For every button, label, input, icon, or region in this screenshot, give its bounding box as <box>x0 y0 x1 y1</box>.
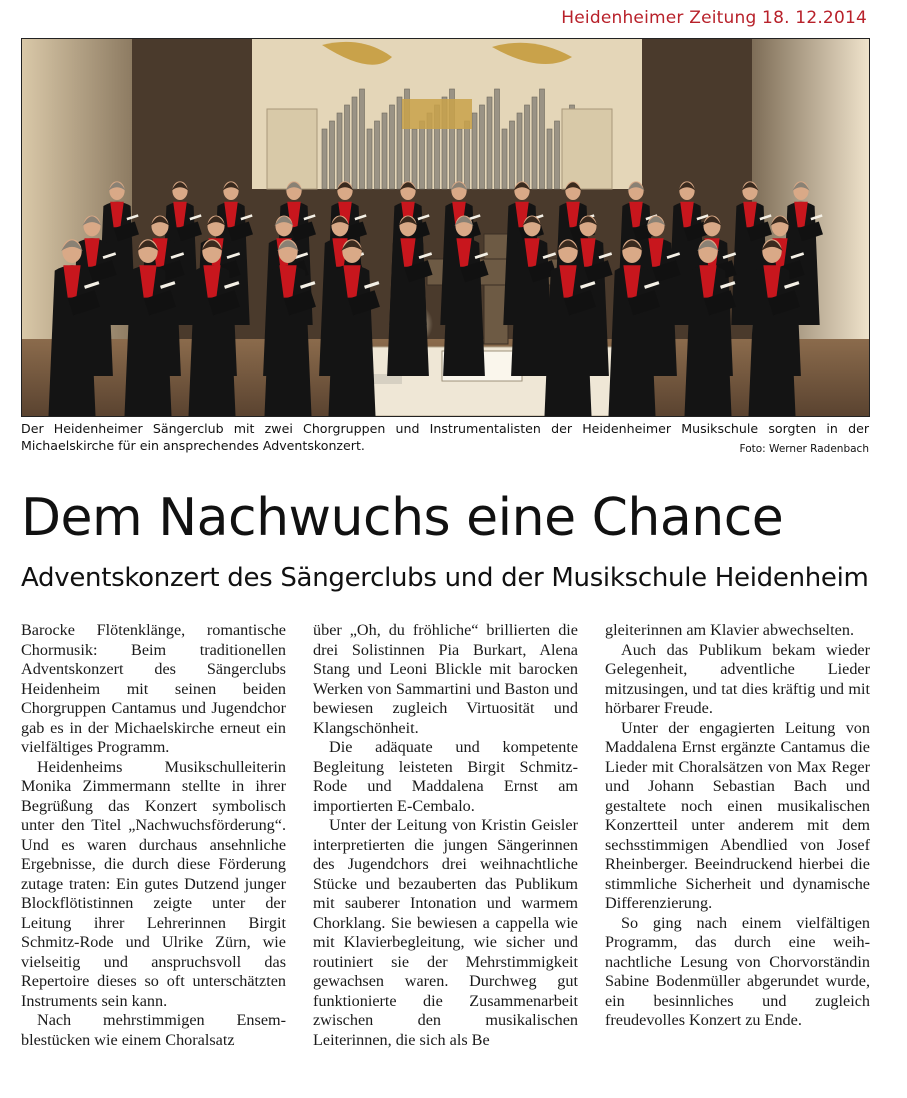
paragraph: Barocke Flötenklänge, romantische Chormusik: Beim traditionellen Adventskonzert des Sängerclubs Heidenheim mit seinen beiden Chorgruppen Cantamus und Jugendchor gab es in der Michaelskirche erneut ein vielfältiges Programm. <box>21 621 286 756</box>
paragraph: Unter der Leitung von Kristin Geisler interpretierten die jungen Sängerinnen des Jugendchors drei weihnachtliche Stücke und bezauberten das Publikum mit sauberer Intonation und warmem Chorklang. Sie bewiesen a cappella wie mit Klavierbegleitung, wie sicher und routiniert sie der Mehrstimmigkeit gewachsen waren. Durchweg gut funktionierte die Zusammenarbeit zwischen den musikalischen Leiterinnen, die sich als Be <box>313 816 578 1049</box>
article-subheadline: Adventskonzert des Sängerclubs und der Musikschule Heidenheim <box>21 563 869 593</box>
paragraph: Heidenheims Musikschulleiterin Monika Zimmermann stellte in ihrer Begrüßung das Konzert symbolisch unter den Titel „Nachwuchsförderung“. Und es waren durchaus ansehnliche Ergebnisse, die durch diese Förderung zutage traten: Ein gutes Dutzend junger Blockflötistinnen zeigte unter der Leitung ihrer Lehrerinnen Birgit Schmitz-Rode und Ulrike Zürn, wie vielseitig und anspruchsvoll das Repertoire dieses so oft unterschätzten Instruments sein kann. <box>21 757 286 1010</box>
photo-caption: Der Heidenheimer Sängerclub mit zwei Chorgruppen und Instrumentalisten der Heidenheimer Musikschule sorgten in der Michaelskirche für ein ansprechendes Adventskonzert. <box>21 421 869 453</box>
article-column-1 <box>21 621 286 1050</box>
paragraph: gleiterinnen am Klavier abwechselten. <box>605 621 855 639</box>
paragraph: Unter der engagierten Leitung von Maddalena Ernst ergänzte Cantamus die Lieder mit Choralsätzen von Max Reger und Johann Sebastian Bach und gestaltete noch einen musikalischen Konzertteil unter anderem mit dem sechsstimmigen Abendlied von Josef Rheinberger. Beeindruckend hierbei die stimmliche Sicherheit und dynamische Differenzierung. <box>605 718 870 912</box>
photo-credit: Foto: Werner Radenbach <box>739 443 869 455</box>
paragraph: über „Oh, du fröhliche“ brillierten die drei Solistinnen Pia Burkart, Alena Stang und Leoni Blickle mit barocken Werken von Sammartini und Baston und bewiesen zugleich Virtuosität und Klangschönheit. <box>313 621 578 737</box>
choir-photo <box>21 38 870 417</box>
paragraph: Auch das Publikum bekam wieder Gelegenheit, adventliche Lieder mitzusingen, und tat dies kräftig und mit hörbarer Freude. <box>605 640 870 717</box>
article-column-2 <box>313 621 578 1050</box>
paragraph: Die adäquate und kompetente Begleitung leisteten Birgit Schmitz-Rode und Maddalena Ernst am importierten E-Cembalo. <box>313 738 578 815</box>
paragraph: Nach mehrstimmigen Ensemblestücken wie einem Choralsatz <box>21 1011 286 1049</box>
article-column-3 <box>605 621 870 1031</box>
masthead-date: Heidenheimer Zeitung 18. 12.2014 <box>561 8 867 28</box>
article-headline: Dem Nachwuchs eine Chance <box>21 488 784 548</box>
paragraph: So ging nach einem vielfältigen Programm, das durch eine weihnachtliche Lesung von Chorvorständin Sabine Bodenmüller abgerundet wurde, ein besinnliches und zugleich freudevolles Konzert zu Ende. <box>605 913 870 1029</box>
